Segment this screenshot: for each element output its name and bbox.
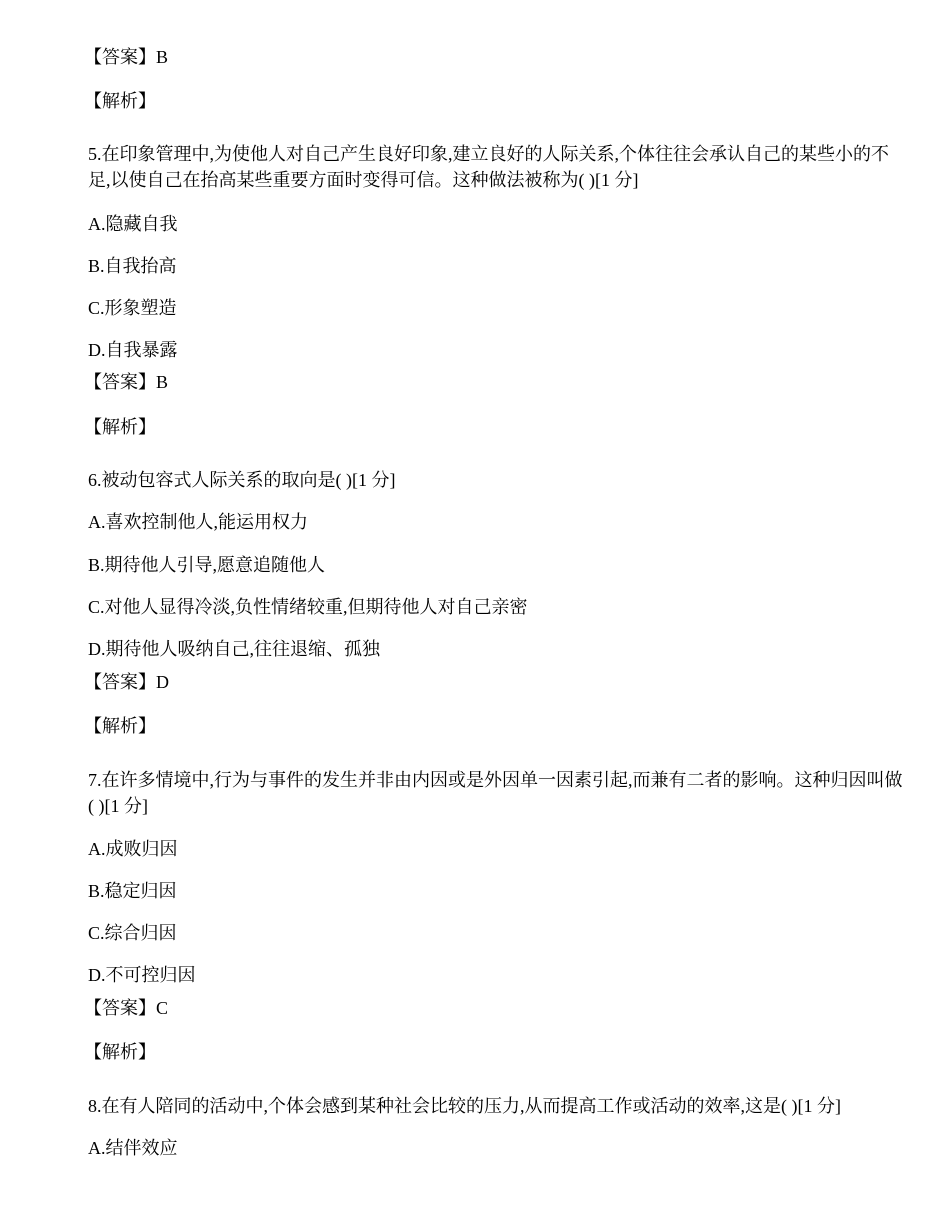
option-b: B.稳定归因 [88,881,177,901]
analysis-label: 【解析】 [84,1042,156,1062]
answer-label: 【答案】B [84,47,169,67]
option-a: A.喜欢控制他人,能运用权力 [88,512,308,532]
analysis-label: 【解析】 [84,417,156,437]
answer-label: 【答案】D [84,672,169,692]
option-c: C.对他人显得冷淡,负性情绪较重,但期待他人对自己亲密 [88,597,528,617]
option-a: A.隐藏自我 [88,214,178,234]
analysis-label: 【解析】 [84,91,156,111]
question-text: 8.在有人陪同的活动中,个体会感到某种社会比较的压力,从而提高工作或活动的效率,这是( )[1 分] [88,1096,841,1116]
option-b: B.自我抬高 [88,256,177,276]
option-b: B.期待他人引导,愿意追随他人 [88,555,326,575]
option-a: A.结伴效应 [88,1138,178,1158]
question-text: 7.在许多情境中,行为与事件的发生并非由内因或是外因单一因素引起,而兼有二者的影响。这种归因叫做( )[1 分] [88,770,903,816]
option-d: D.自我暴露 [88,340,178,360]
option-d: D.期待他人吸纳自己,往往退缩、孤独 [88,639,380,659]
question-text: 5.在印象管理中,为使他人对自己产生良好印象,建立良好的人际关系,个体往往会承认自己的某些小的不足,以使自己在抬高某些重要方面时变得可信。这种做法被称为( )[1 分] [88,144,889,190]
analysis-label: 【解析】 [84,716,156,736]
option-a: A.成败归因 [88,839,178,859]
answer-label: 【答案】B [84,372,169,392]
question-text: 6.被动包容式人际关系的取向是( )[1 分] [88,470,396,490]
option-c: C.形象塑造 [88,298,177,318]
option-d: D.不可控归因 [88,965,196,985]
option-c: C.综合归因 [88,923,177,943]
answer-label: 【答案】C [84,998,169,1018]
